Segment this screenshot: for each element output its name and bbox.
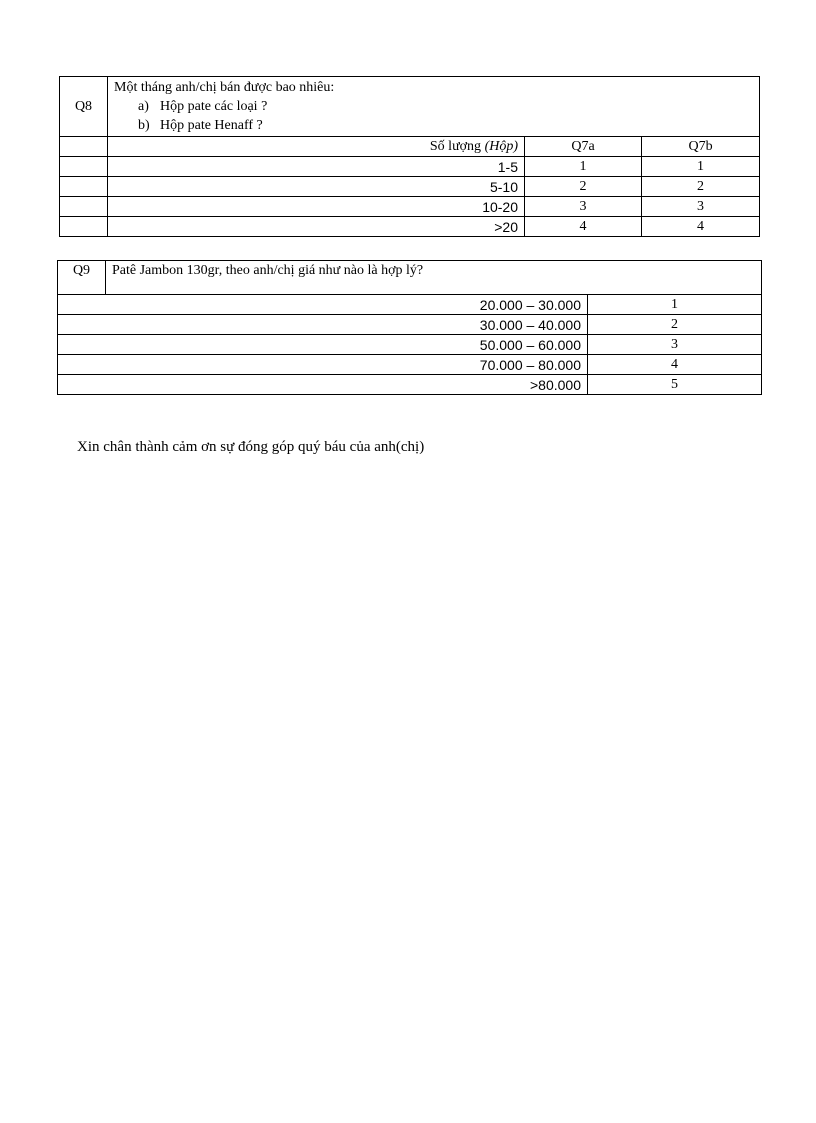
q8-question-row bbox=[60, 77, 760, 137]
q9-question: Patê Jambon 130gr, theo anh/chị giá như nào là hợp lý? bbox=[106, 261, 762, 295]
q8-code-a-cell: 2 bbox=[525, 177, 642, 197]
q8-quantity-header: Số lượng (Hộp) bbox=[108, 137, 525, 157]
q8-code-b-cell: 4 bbox=[642, 217, 760, 237]
q8-col-a-header: Q7a bbox=[525, 137, 642, 157]
q9-code-cell: 1 bbox=[588, 295, 762, 315]
q8-code-b-cell: 3 bbox=[642, 197, 760, 217]
q8-code-a-cell: 3 bbox=[525, 197, 642, 217]
table-row bbox=[58, 355, 762, 375]
q9-range-cell: 50.000 – 60.000 bbox=[58, 335, 588, 355]
q8-code-b-cell: 1 bbox=[642, 157, 760, 177]
q9-code-cell: 3 bbox=[588, 335, 762, 355]
q9-code: Q9 bbox=[58, 261, 106, 295]
q8-range-cell: >20 bbox=[108, 217, 525, 237]
q9-table bbox=[57, 260, 762, 395]
q8-range-cell: 10-20 bbox=[108, 197, 525, 217]
q8-range-cell: 5-10 bbox=[108, 177, 525, 197]
q8-header-row bbox=[60, 137, 760, 157]
q8-table bbox=[59, 76, 760, 237]
q8-sub-item-a: a) Hộp pate các loại ? bbox=[138, 99, 268, 114]
q9-question-row bbox=[58, 261, 762, 295]
table-row bbox=[60, 177, 760, 197]
q8-empty-cell bbox=[60, 137, 108, 157]
q8-sub-item-b: b) Hộp pate Henaff ? bbox=[138, 118, 263, 133]
closing-text: Xin chân thành cảm ơn sự đóng góp quý báu của anh(chị) bbox=[77, 439, 425, 455]
q8-code-a-cell: 4 bbox=[525, 217, 642, 237]
q9-range-cell: >80.000 bbox=[58, 375, 588, 395]
table-row bbox=[58, 375, 762, 395]
q8-empty-cell bbox=[60, 157, 108, 177]
q9-code-cell: 2 bbox=[588, 315, 762, 335]
q9-code-cell: 5 bbox=[588, 375, 762, 395]
table-row bbox=[60, 197, 760, 217]
table-row bbox=[60, 217, 760, 237]
q8-empty-cell bbox=[60, 217, 108, 237]
q9-range-cell: 70.000 – 80.000 bbox=[58, 355, 588, 375]
q8-question-cell bbox=[108, 77, 760, 137]
table-row bbox=[58, 295, 762, 315]
q8-quantity-unit: (Hộp) bbox=[484, 138, 518, 154]
q8-question: Một tháng anh/chị bán được bao nhiêu: bbox=[114, 80, 335, 95]
table-row bbox=[60, 157, 760, 177]
table-row bbox=[58, 335, 762, 355]
q8-code-a-cell: 1 bbox=[525, 157, 642, 177]
table-row bbox=[58, 315, 762, 335]
q8-empty-cell bbox=[60, 197, 108, 217]
q9-code-cell: 4 bbox=[588, 355, 762, 375]
q9-range-cell: 30.000 – 40.000 bbox=[58, 315, 588, 335]
q8-col-b-header: Q7b bbox=[642, 137, 760, 157]
q8-range-cell: 1-5 bbox=[108, 157, 525, 177]
q9-range-cell: 20.000 – 30.000 bbox=[58, 295, 588, 315]
q8-code: Q8 bbox=[60, 77, 108, 137]
q8-code-b-cell: 2 bbox=[642, 177, 760, 197]
q8-empty-cell bbox=[60, 177, 108, 197]
